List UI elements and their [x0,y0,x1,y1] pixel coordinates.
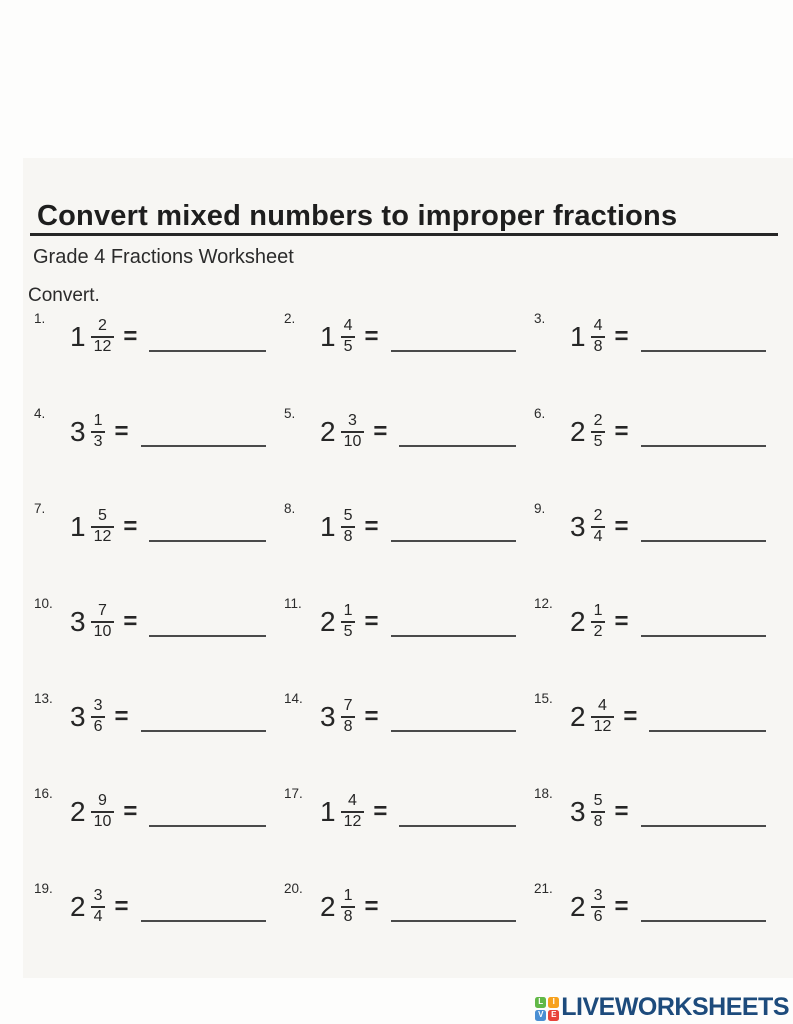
fraction-numerator: 1 [341,888,356,908]
equals-sign: = [123,607,138,635]
problem-number: 7. [34,501,46,516]
equals-sign: = [123,512,138,540]
problem-number: 17. [284,786,303,801]
fraction-denominator: 5 [593,432,603,450]
problem [280,498,530,593]
whole-number: 2 [320,890,336,922]
fraction [91,603,115,641]
whole-number: 2 [570,605,586,637]
whole-number: 1 [320,320,336,352]
mixed-number-expression [570,318,629,356]
fraction-numerator: 2 [91,318,115,338]
fraction-denominator: 8 [593,812,603,830]
equals-sign: = [373,797,388,825]
fraction [341,413,365,451]
mixed-number-expression [70,698,129,736]
fraction [341,793,365,831]
problem-number: 9. [534,501,546,516]
problem [530,498,780,593]
problem [30,403,280,498]
mixed-number-expression [70,318,137,356]
problem [530,593,780,688]
fraction-numerator: 1 [591,603,606,623]
fraction-denominator: 12 [93,527,112,545]
logo-tile-e: E [548,1010,559,1021]
equals-sign: = [364,512,379,540]
worksheet-title: Convert mixed numbers to improper fractions [37,200,678,232]
problem [530,688,780,783]
mixed-number-expression [320,603,379,641]
mixed-number-expression [70,793,137,831]
fraction-denominator: 8 [343,527,353,545]
whole-number: 1 [570,320,586,352]
fraction [591,888,606,926]
equals-sign: = [623,702,638,730]
answer-blank-line[interactable] [391,690,517,732]
whole-number: 3 [70,415,86,447]
problem-number: 19. [34,881,53,896]
problem-number: 8. [284,501,296,516]
fraction-numerator: 3 [341,413,365,433]
problem [280,593,530,688]
whole-number: 3 [70,700,86,732]
equals-sign: = [614,322,629,350]
answer-blank-line[interactable] [641,595,767,637]
fraction [591,793,606,831]
equals-sign: = [614,417,629,445]
answer-blank-line[interactable] [391,500,517,542]
problem [30,593,280,688]
problem-number: 14. [284,691,303,706]
fraction [91,318,115,356]
answer-blank-line[interactable] [641,405,767,447]
whole-number: 3 [570,795,586,827]
fraction [591,698,615,736]
fraction-denominator: 12 [93,337,112,355]
equals-sign: = [364,892,379,920]
mixed-number-expression [70,888,129,926]
problem-number: 2. [284,311,296,326]
fraction [591,508,606,546]
equals-sign: = [114,417,129,445]
fraction-denominator: 12 [593,717,612,735]
fraction-numerator: 1 [91,413,106,433]
fraction-denominator: 4 [593,527,603,545]
problem [280,688,530,783]
problem [280,878,530,973]
fraction-numerator: 5 [341,508,356,528]
problem-number: 12. [534,596,553,611]
fraction-denominator: 6 [593,907,603,925]
whole-number: 3 [70,605,86,637]
equals-sign: = [123,322,138,350]
answer-blank-line[interactable] [149,500,266,542]
problem [530,783,780,878]
mixed-number-expression [570,603,629,641]
equals-sign: = [364,607,379,635]
fraction-numerator: 1 [341,603,356,623]
logo-tile-v: V [535,1010,546,1021]
answer-blank-line[interactable] [391,310,517,352]
fraction [91,793,115,831]
fraction-denominator: 3 [93,432,103,450]
mixed-number-expression [70,603,137,641]
liveworksheets-logo-icon [535,997,559,1021]
equals-sign: = [614,797,629,825]
mixed-number-expression [320,698,379,736]
mixed-number-expression [70,508,137,546]
mixed-number-expression [570,508,629,546]
problem-number: 3. [534,311,546,326]
fraction-denominator: 12 [343,812,362,830]
answer-blank-line[interactable] [149,310,266,352]
mixed-number-expression [70,413,129,451]
whole-number: 2 [320,605,336,637]
problem-number: 16. [34,786,53,801]
fraction-denominator: 8 [343,717,353,735]
problem-number: 6. [534,406,546,421]
problem-number: 18. [534,786,553,801]
logo-tile-i: I [548,997,559,1008]
whole-number: 3 [320,700,336,732]
problem-number: 1. [34,311,46,326]
answer-blank-line[interactable] [141,405,267,447]
answer-blank-line[interactable] [649,690,766,732]
equals-sign: = [364,322,379,350]
whole-number: 2 [570,415,586,447]
equals-sign: = [364,702,379,730]
whole-number: 2 [570,700,586,732]
whole-number: 2 [320,415,336,447]
answer-blank-line[interactable] [141,690,267,732]
fraction-numerator: 3 [591,888,606,908]
problem [530,403,780,498]
problem [30,783,280,878]
whole-number: 2 [570,890,586,922]
fraction [341,603,356,641]
fraction-denominator: 2 [593,622,603,640]
fraction-numerator: 5 [91,508,115,528]
problem [30,498,280,593]
fraction-denominator: 4 [93,907,103,925]
fraction [91,508,115,546]
problem [280,403,530,498]
liveworksheets-logo-text: LIVEWORKSHEETS [561,993,789,1021]
answer-blank-line[interactable] [149,595,266,637]
fraction-numerator: 5 [591,793,606,813]
worksheet-subtitle: Grade 4 Fractions Worksheet [33,246,294,268]
mixed-number-expression [320,508,379,546]
answer-blank-line[interactable] [141,880,267,922]
problem-number: 21. [534,881,553,896]
fraction-numerator: 4 [341,318,356,338]
fraction-numerator: 7 [91,603,115,623]
problem-number: 13. [34,691,53,706]
whole-number: 1 [320,510,336,542]
fraction-denominator: 8 [593,337,603,355]
answer-blank-line[interactable] [391,595,517,637]
equals-sign: = [614,512,629,540]
equals-sign: = [614,892,629,920]
answer-blank-line[interactable] [641,310,767,352]
fraction-numerator: 3 [91,888,106,908]
fraction [591,603,606,641]
problem-number: 5. [284,406,296,421]
mixed-number-expression [320,318,379,356]
fraction-numerator: 2 [591,413,606,433]
fraction-denominator: 10 [93,812,112,830]
fraction [91,413,106,451]
whole-number: 3 [570,510,586,542]
answer-blank-line[interactable] [391,880,517,922]
problem-number: 11. [284,596,302,611]
fraction-numerator: 9 [91,793,115,813]
equals-sign: = [123,797,138,825]
fraction-denominator: 5 [343,622,353,640]
fraction [341,508,356,546]
title-underline [30,233,778,236]
problem [280,308,530,403]
problem [30,688,280,783]
equals-sign: = [614,607,629,635]
problem-number: 20. [284,881,303,896]
worksheet-instruction: Convert. [28,285,100,306]
problem [30,308,280,403]
fraction [341,698,356,736]
fraction [91,888,106,926]
fraction-numerator: 4 [591,698,615,718]
problem [280,783,530,878]
fraction-numerator: 4 [591,318,606,338]
logo-tile-l: L [535,997,546,1008]
mixed-number-expression [570,413,629,451]
answer-blank-line[interactable] [641,880,767,922]
mixed-number-expression [570,698,637,736]
whole-number: 1 [70,320,86,352]
fraction-numerator: 2 [591,508,606,528]
fraction [91,698,106,736]
answer-blank-line[interactable] [399,785,516,827]
fraction [591,318,606,356]
fraction-numerator: 4 [341,793,365,813]
answer-blank-line[interactable] [149,785,266,827]
mixed-number-expression [320,413,387,451]
whole-number: 2 [70,890,86,922]
fraction-numerator: 7 [341,698,356,718]
mixed-number-expression [320,793,387,831]
liveworksheets-logo [535,993,789,1022]
problem-number: 15. [534,691,553,706]
fraction [341,318,356,356]
equals-sign: = [373,417,388,445]
mixed-number-expression [570,793,629,831]
fraction-denominator: 5 [343,337,353,355]
problems-grid [30,308,780,973]
whole-number: 1 [320,795,336,827]
fraction-denominator: 10 [343,432,362,450]
problem-number: 4. [34,406,46,421]
answer-blank-line[interactable] [641,500,767,542]
problem [530,878,780,973]
fraction-denominator: 8 [343,907,353,925]
fraction [341,888,356,926]
mixed-number-expression [320,888,379,926]
equals-sign: = [114,702,129,730]
fraction-denominator: 10 [93,622,112,640]
whole-number: 1 [70,510,86,542]
answer-blank-line[interactable] [399,405,516,447]
problem [30,878,280,973]
whole-number: 2 [70,795,86,827]
mixed-number-expression [570,888,629,926]
problem-number: 10. [34,596,53,611]
answer-blank-line[interactable] [641,785,767,827]
fraction-denominator: 6 [93,717,103,735]
equals-sign: = [114,892,129,920]
problem [530,308,780,403]
fraction-numerator: 3 [91,698,106,718]
fraction [591,413,606,451]
